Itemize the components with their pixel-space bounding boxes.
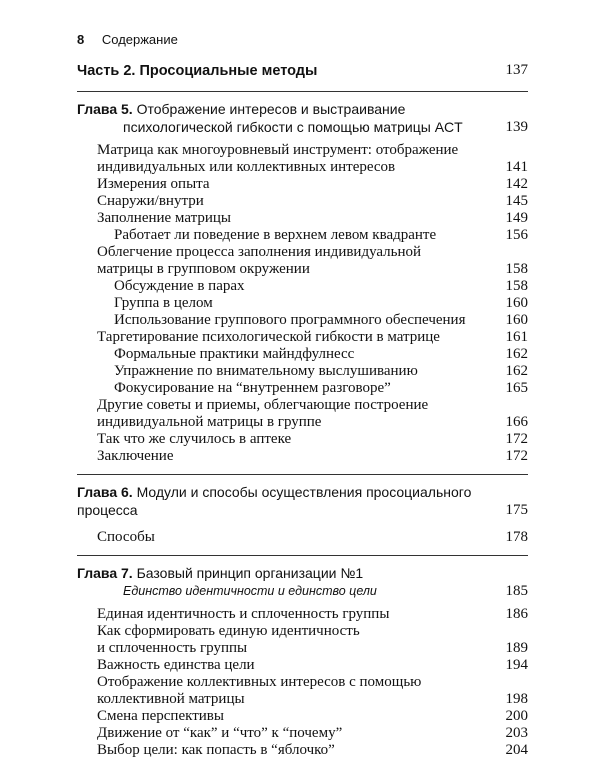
toc-entry[interactable]: [77, 176, 528, 193]
toc-entry[interactable]: [77, 380, 528, 397]
entry-text: коллективной матрицы: [97, 691, 245, 707]
chapter-label: Глава 5.: [77, 101, 133, 117]
entry-page: 160: [505, 312, 528, 328]
entry-text: Способы: [97, 529, 155, 545]
entry-page: 198: [505, 691, 528, 707]
toc-entry[interactable]: [77, 295, 528, 312]
page-header: [77, 32, 178, 47]
toc-entry[interactable]: [77, 193, 528, 210]
chapter-label: Глава 7.: [77, 565, 133, 581]
page-number: 8: [77, 32, 85, 47]
divider: [77, 555, 528, 556]
entry-text: Важность единства цели: [97, 657, 255, 673]
entry-page: 165: [505, 380, 528, 396]
entry-page: 145: [505, 193, 528, 209]
entry-text: матрицы в групповом окружении: [97, 261, 310, 277]
entry-text: Обсуждение в парах: [114, 278, 245, 294]
entry-text: Снаружи/внутри: [97, 193, 204, 209]
entry-page: 189: [505, 640, 528, 656]
entry-text: Фокусирование на “внутреннем разговоре”: [114, 380, 391, 396]
chapter-title: Базовый принцип организации №1: [136, 565, 364, 581]
entry-page: 186: [505, 606, 528, 622]
toc-entry[interactable]: [77, 142, 528, 176]
entry-text: Облегчение процесса заполнения индивидуальной: [97, 244, 422, 260]
entry-text: Выбор цели: как попасть в “яблочко”: [97, 742, 335, 758]
chapter-page: 185: [505, 583, 528, 599]
toc-entry[interactable]: [77, 657, 528, 674]
chapter-subtitle: Единство идентичности и единство цели: [123, 584, 377, 598]
entry-page: 204: [505, 742, 528, 758]
entry-page: 172: [505, 431, 528, 447]
entry-text: Отображение коллективных интересов с помощью: [97, 674, 422, 690]
entry-text: Группа в целом: [114, 295, 213, 311]
toc-entry[interactable]: [77, 363, 528, 380]
entry-text: Упражнение по внимательному выслушиванию: [114, 363, 418, 379]
entry-text: Заполнение матрицы: [97, 210, 231, 226]
entry-page: 156: [505, 227, 528, 243]
toc-entry[interactable]: [77, 448, 528, 465]
entry-page: 194: [505, 657, 528, 673]
divider: [77, 474, 528, 475]
toc-entry[interactable]: [77, 529, 528, 546]
entry-page: 141: [505, 159, 528, 175]
toc-entry[interactable]: [77, 346, 528, 363]
part-heading[interactable]: [77, 62, 528, 79]
entry-page: 161: [505, 329, 528, 345]
chapter-page: 139: [505, 119, 528, 135]
entry-page: 200: [505, 708, 528, 724]
entry-text: Работает ли поведение в верхнем левом квадранте: [114, 227, 437, 243]
toc-entry[interactable]: [77, 742, 528, 759]
entry-page: 178: [505, 529, 528, 545]
chapter-title-line: психологической гибкости с помощью матрицы ACT: [123, 119, 463, 135]
table-of-contents: [77, 62, 528, 759]
toc-entry[interactable]: [77, 674, 528, 708]
part-title: Часть 2. Просоциальные методы: [77, 63, 318, 79]
entry-page: 142: [505, 176, 528, 192]
toc-entry[interactable]: [77, 210, 528, 227]
toc-entry[interactable]: [77, 708, 528, 725]
toc-entry[interactable]: [77, 312, 528, 329]
part-page: 137: [505, 62, 528, 78]
toc-entry[interactable]: [77, 606, 528, 623]
entry-text: Как сформировать единую идентичность: [97, 623, 360, 639]
entry-page: 166: [505, 414, 528, 430]
entry-text: Единая идентичность и сплоченность группы: [97, 606, 390, 622]
entry-text: Другие советы и приемы, облегчающие построение: [97, 397, 429, 413]
chapter-5-heading[interactable]: [77, 100, 528, 136]
entry-page: 158: [505, 278, 528, 294]
entry-text: Движение от “как” и “что” к “почему”: [97, 725, 343, 741]
entry-page: 172: [505, 448, 528, 464]
chapter-title-line: Отображение интересов и выстраивание: [136, 101, 406, 117]
entry-page: 162: [505, 346, 528, 362]
entry-page: 158: [505, 261, 528, 277]
entry-text: Смена перспективы: [97, 708, 224, 724]
toc-entry[interactable]: [77, 397, 528, 431]
entry-text: Матрица как многоуровневый инструмент: отображение: [97, 142, 459, 158]
entry-text: индивидуальных или коллективных интересов: [97, 159, 396, 175]
toc-entry[interactable]: [77, 623, 528, 657]
chapter-page: 175: [505, 502, 528, 518]
toc-entry[interactable]: [77, 329, 528, 346]
entry-page: 162: [505, 363, 528, 379]
entry-text: индивидуальной матрицы в группе: [97, 414, 322, 430]
entry-text: Формальные практики майндфулнесс: [114, 346, 355, 362]
entry-page: 149: [505, 210, 528, 226]
entry-text: Так что же случилось в аптеке: [97, 431, 292, 447]
running-title: Содержание: [101, 32, 178, 47]
entry-text: Измерения опыта: [97, 176, 210, 192]
entry-page: 203: [505, 725, 528, 741]
chapter-6-heading[interactable]: [77, 483, 528, 519]
chapter-label: Глава 6.: [77, 484, 133, 500]
divider: [77, 91, 528, 92]
entry-text: и сплоченность группы: [97, 640, 248, 656]
entry-page: 160: [505, 295, 528, 311]
entry-text: Таргетирование психологической гибкости в матрице: [97, 329, 440, 345]
entry-text: Использование группового программного обеспечения: [114, 312, 466, 328]
toc-entry[interactable]: [77, 244, 528, 278]
toc-entry[interactable]: [77, 227, 528, 244]
chapter-7-heading[interactable]: [77, 564, 528, 600]
toc-entry[interactable]: [77, 431, 528, 448]
chapter-title: Модули и способы осуществления просоциального процесса: [77, 484, 472, 518]
entry-text: Заключение: [97, 448, 174, 464]
toc-entry[interactable]: [77, 278, 528, 295]
toc-entry[interactable]: [77, 725, 528, 742]
